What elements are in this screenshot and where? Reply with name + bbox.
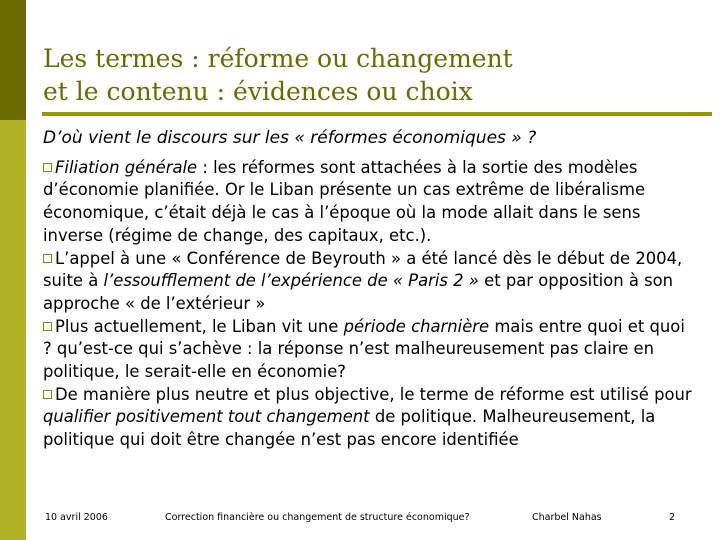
- page-number: 2: [669, 512, 676, 523]
- intro-question: D’où vient le discours sur les « réformes économiques » ?: [43, 128, 537, 148]
- slide-title: [43, 42, 703, 108]
- square-bullet-icon: [43, 322, 52, 331]
- title-line-1: Les termes : réforme ou changement: [43, 44, 513, 73]
- title-line-2: et le contenu : évidences ou choix: [43, 77, 473, 106]
- bullet-2-text-a: L’appel à une « Conférence de Beyrouth » a été lancé dès le début de 2004, suite à: [43, 248, 683, 291]
- bullet-1-italic: Filiation générale: [55, 157, 198, 177]
- bullet-3-text-b: mais entre quoi et quoi ? qu’est-ce qui s’achève : la réponse n’est malheureusement pas claire en politique, le serait-elle en économie?: [43, 316, 685, 382]
- sidebar-decoration-top: [0, 0, 26, 120]
- bullet-3-text-a: Plus actuellement, le Liban vit une: [55, 316, 344, 336]
- square-bullet-icon: [43, 390, 52, 399]
- bullet-4: [43, 384, 693, 452]
- bullet-1-text: : les réformes sont attachées à la sortie des modèles d’économie planifiée. Or le Liban présente un cas extrême de libéralisme économique, c’était déjà le cas à l’époque où la mode allait dans le sens inverse (régime de change, des capitaux, etc.).: [43, 157, 646, 245]
- bullet-1: [43, 157, 693, 248]
- footer-title: Correction financière ou changement de structure économique?: [165, 512, 470, 523]
- bullet-4-text-a: De manière plus neutre et plus objective, le terme de réforme est utilisé pour: [55, 384, 692, 404]
- bullet-2-text-b: et par opposition à son approche « de l’extérieur »: [43, 271, 674, 313]
- square-bullet-icon: [43, 254, 52, 263]
- bullet-2: [43, 248, 693, 316]
- square-bullet-icon: [43, 163, 52, 172]
- bullet-4-text-b: de politique. Malheureusement, la politique qui doit être changée n’est pas encore identifiée: [43, 407, 656, 450]
- footer-author: Charbel Nahas: [532, 512, 602, 523]
- footer-date: 10 avril 2006: [45, 512, 108, 523]
- bullet-4-italic: qualifier positivement tout changement: [43, 407, 370, 427]
- title-divider: [42, 112, 712, 116]
- bullet-3-italic: période charnière: [343, 316, 490, 336]
- bullet-2-italic: l’essoufflement de l’expérience de « Paris 2 »: [103, 271, 479, 291]
- slide-body: [43, 127, 693, 452]
- bullet-3: [43, 316, 693, 384]
